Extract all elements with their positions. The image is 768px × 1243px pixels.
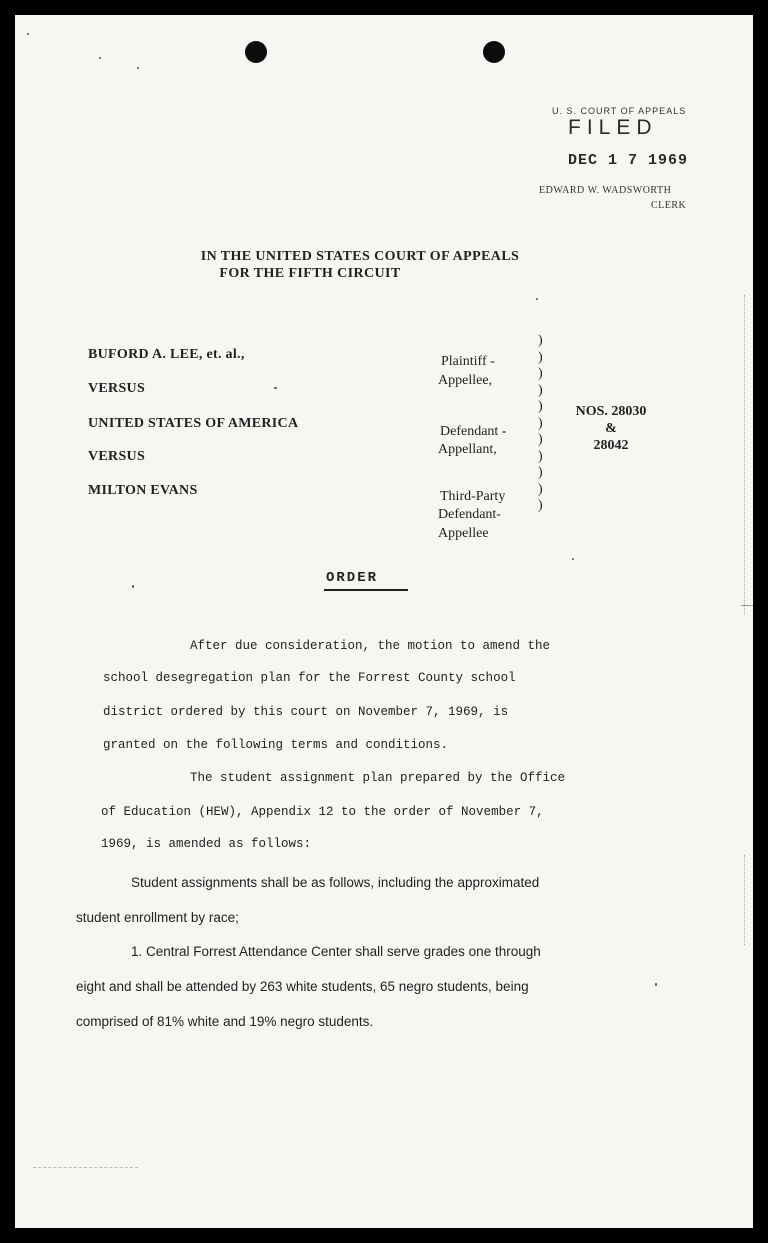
order-title: ORDER	[326, 570, 379, 586]
scan-speck	[27, 33, 29, 35]
versus-2: VERSUS	[88, 449, 146, 464]
para4-line2: eight and shall be attended by 263 white students, 65 negro students, being	[76, 979, 529, 994]
stamp-date: DEC 1 7 1969	[568, 152, 689, 169]
paren-mark: )	[538, 382, 543, 398]
scan-speck	[99, 57, 101, 59]
scan-speck	[137, 67, 139, 69]
punch-hole-left	[245, 41, 267, 63]
stamp-clerk-name: EDWARD W. WADSWORTH	[539, 185, 672, 196]
document-page	[15, 15, 753, 1228]
para2-line1: The student assignment plan prepared by the Office	[190, 771, 566, 785]
paren-mark: )	[538, 399, 543, 414]
paren-mark: )	[538, 465, 543, 480]
paper-edge-tick	[741, 605, 753, 606]
paren-mark: )	[538, 366, 543, 381]
role-plaintiff-1: Plaintiff -	[441, 354, 495, 369]
para1-line4: granted on the following terms and conditions.	[103, 738, 449, 752]
case-numbers	[566, 403, 656, 454]
party-plaintiff: BUFORD A. LEE, et. al.,	[88, 347, 245, 362]
paper-edge-marks	[738, 295, 745, 615]
para4-line1: 1. Central Forrest Attendance Center shall serve grades one through	[131, 944, 541, 959]
party-third: MILTON EVANS	[88, 483, 198, 498]
para1-line2: school desegregation plan for the Forrest County school	[103, 671, 516, 685]
court-heading-line2: FOR THE FIFTH CIRCUIT	[219, 266, 401, 281]
punch-hole-right	[483, 41, 505, 63]
scan-speck	[572, 558, 574, 560]
paren-mark: )	[538, 349, 543, 365]
role-third-3: Appellee	[438, 526, 489, 541]
stamp-clerk-title: CLERK	[651, 200, 687, 211]
role-plaintiff-2: Appellee,	[438, 373, 493, 388]
scan-speck	[536, 298, 538, 300]
paren-mark: )	[538, 498, 543, 513]
case-number-line2: &	[605, 421, 617, 436]
paper-edge-marks	[738, 855, 745, 945]
party-defendant: UNITED STATES OF AMERICA	[88, 416, 299, 431]
para2-line3: 1969, is amended as follows:	[101, 837, 312, 851]
paren-mark: )	[538, 448, 543, 464]
para3-line1: Student assignments shall be as follows, including the approximated	[131, 875, 540, 890]
role-defendant-2: Appellant,	[438, 442, 497, 457]
paren-column	[538, 333, 543, 515]
scan-speck	[274, 387, 277, 389]
paren-mark: )	[538, 481, 543, 497]
para1-line1: After due consideration, the motion to amend the	[190, 639, 551, 653]
court-heading-line1: IN THE UNITED STATES COURT OF APPEALS	[200, 249, 520, 264]
scan-line-mark	[33, 1167, 138, 1168]
paren-mark: )	[538, 432, 543, 447]
paren-mark: )	[538, 415, 543, 431]
para1-line3: district ordered by this court on November 7, 1969, is	[103, 705, 509, 719]
para2-line2: of Education (HEW), Appendix 12 to the order of November 7,	[101, 805, 544, 819]
scan-speck	[655, 983, 657, 986]
order-title-underline	[324, 589, 408, 591]
stamp-filed: FILED	[568, 116, 658, 139]
scan-speck	[132, 585, 134, 588]
case-number-line3: 28042	[593, 438, 629, 453]
case-number-line1: NOS. 28030	[575, 404, 647, 419]
para3-line2: student enrollment by race;	[76, 910, 239, 925]
role-defendant-1: Defendant -	[440, 424, 507, 439]
role-third-2: Defendant-	[438, 507, 501, 522]
stamp-court-name: U. S. COURT OF APPEALS	[552, 106, 687, 116]
role-third-1: Third-Party	[440, 489, 506, 504]
paren-mark: )	[538, 333, 543, 348]
para4-line3: comprised of 81% white and 19% negro students.	[76, 1014, 374, 1029]
versus-1: VERSUS	[88, 381, 146, 396]
